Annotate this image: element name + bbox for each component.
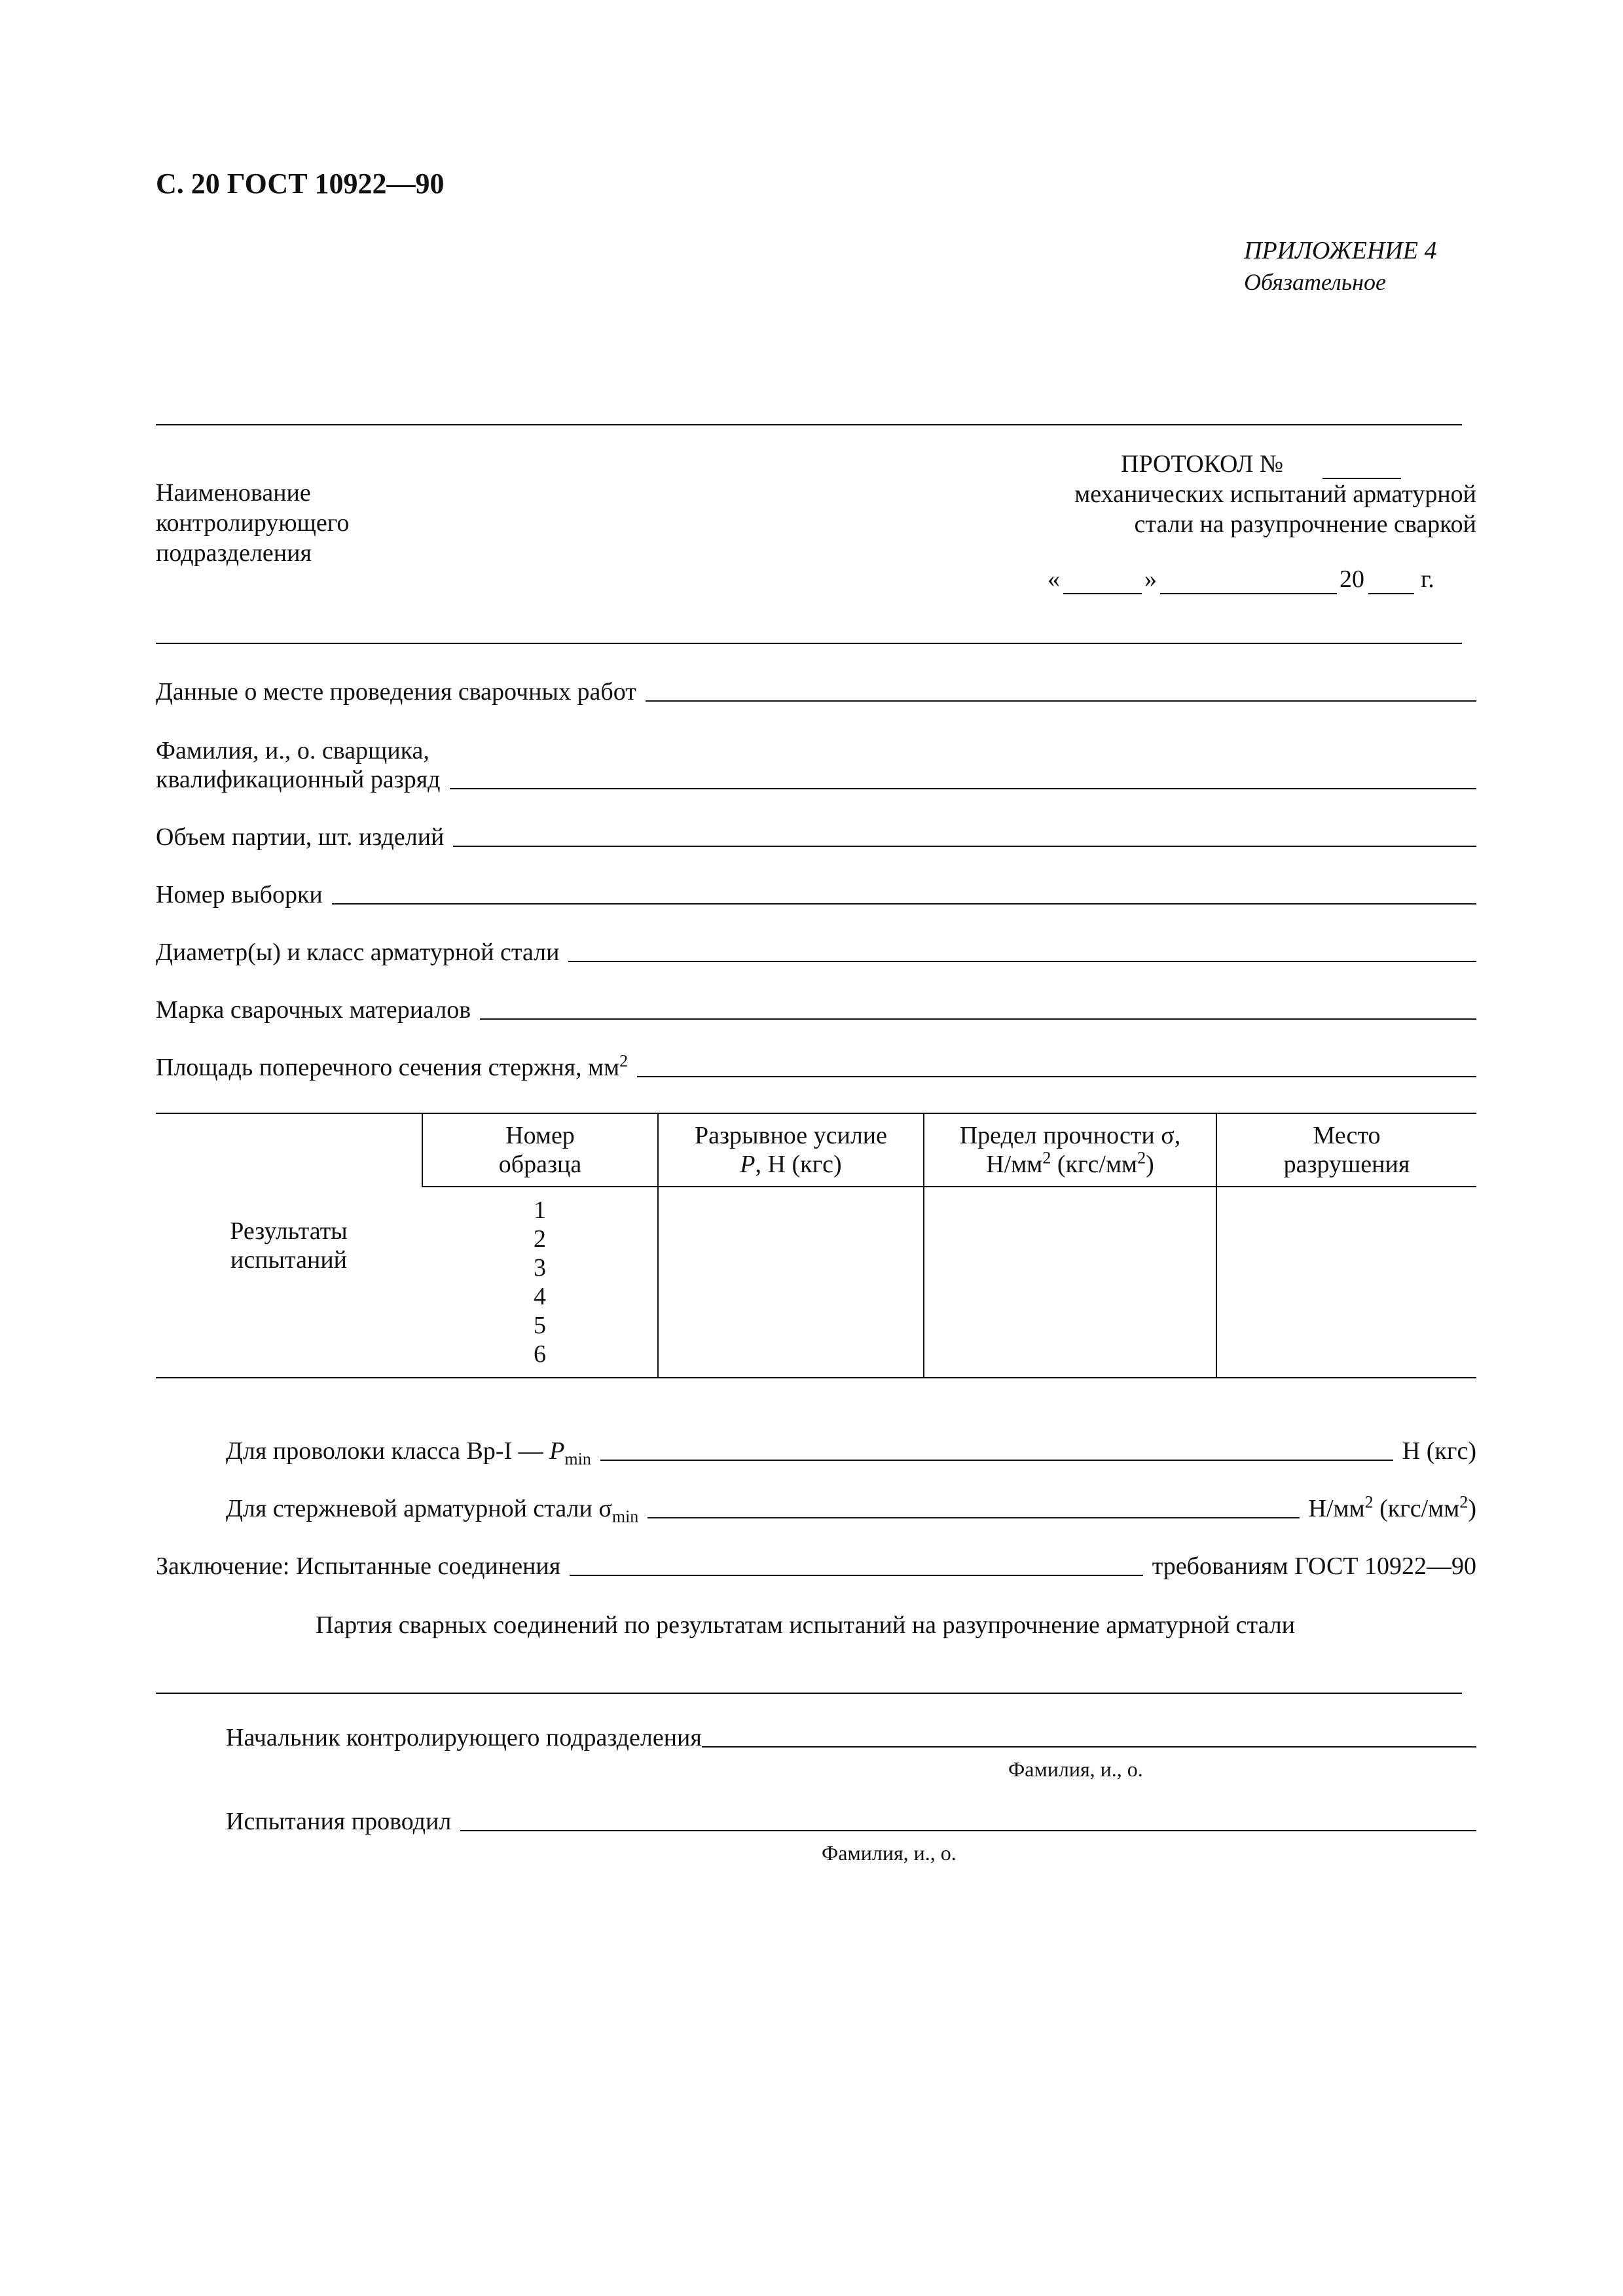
welding-place-input[interactable] [646,700,1476,702]
field-sample-number [156,877,1476,910]
welder-input[interactable] [450,788,1476,789]
col-tensile-strength-line2 [924,1150,1216,1179]
welding-materials-input[interactable] [480,1018,1476,1020]
rod-unit-c: ) [1468,1495,1476,1522]
col-tensile-strength [924,1113,1216,1187]
wire-pmin-unit: Н (кгс) [1402,1437,1476,1465]
page-reference: С. 20 ГОСТ 10922—90 [156,168,445,200]
col-fracture-location-line2: разрушения [1283,1151,1410,1178]
protocol-subtitle-2: стали на разупрочнение сваркой [1134,511,1476,538]
wire-pmin-input[interactable] [600,1460,1393,1461]
rod-sigma-label [226,1494,647,1524]
strength-unit-c: ) [1146,1151,1154,1178]
field-chief-signature [226,1720,1476,1753]
diameter-class-label: Диаметр(ы) и класс арматурной стали [156,939,560,966]
field-diameter-class [156,935,1476,967]
strength-unit-b: (кгс/мм [1051,1151,1138,1178]
strength-unit-a: Н/мм [986,1151,1043,1178]
col-sample-number-line1: Номер [505,1122,575,1149]
tensile-strength-cell[interactable] [924,1187,1216,1378]
rod-sigma-unit [1300,1494,1476,1524]
cross-section-input[interactable] [637,1076,1476,1077]
sample-number: 1 [534,1196,546,1224]
protocol-subtitle-1: механических испытаний арматурной [1074,480,1476,508]
conclusion-suffix: требованиям ГОСТ 10922—90 [1152,1552,1476,1580]
field-welding-place [156,674,1476,707]
sample-number: 3 [534,1254,546,1282]
appendix-title: ПРИЛОЖЕНИЕ 4 [1244,237,1437,264]
batch-size-input[interactable] [453,846,1476,847]
force-unit: , Н (кгс) [755,1151,842,1178]
date-year-suffix: г. [1421,565,1434,593]
welder-label-2: квалификационный разряд [156,766,441,793]
col-sample-number [422,1113,658,1187]
tester-caption: Фамилия, и., о. [822,1841,957,1865]
welding-materials-label: Марка сварочных материалов [156,996,471,1024]
wire-pmin-sub: min [564,1449,591,1469]
sample-number-input[interactable] [332,903,1476,905]
fracture-location-cell[interactable] [1216,1187,1476,1378]
cross-section-label [156,1052,637,1083]
wire-pmin-symbol: P [549,1437,565,1465]
batch-size-label: Объем партии, шт. изделий [156,823,445,851]
sample-number: 4 [534,1283,546,1310]
date-year-field[interactable] [1368,593,1414,594]
middle-divider [156,643,1462,644]
date-open-quote: « [1048,565,1060,593]
date-close-quote: » [1144,565,1157,593]
chief-signature-input[interactable] [702,1746,1476,1748]
date-day-field[interactable] [1063,593,1142,594]
top-divider [156,424,1462,425]
results-table [156,1113,1476,1378]
col-breaking-force-line2 [659,1150,923,1179]
sample-number: 6 [534,1340,546,1368]
breaking-force-cell[interactable] [658,1187,924,1378]
sample-number: 2 [534,1225,546,1253]
results-label-1: Результаты [230,1217,348,1245]
conclusion-label: Заключение: Испытанные соединения [156,1552,561,1580]
wire-pmin-label [226,1436,600,1469]
results-row-label [156,1113,422,1378]
cross-section-sup: 2 [619,1051,629,1071]
protocol-title: ПРОТОКОЛ № [1121,450,1284,478]
chief-label: Начальник контролирующего подразделения [226,1724,702,1751]
sample-number-label: Номер выборки [156,881,323,908]
appendix-status: Обязательное [1244,269,1386,295]
strength-unit-sup: 2 [1042,1148,1051,1168]
wire-pmin-text: Для проволоки класса Вр-I — [226,1437,550,1465]
col-breaking-force [658,1113,924,1187]
results-label-2: испытаний [230,1246,347,1274]
field-welding-materials [156,992,1476,1025]
rod-unit-sup2: 2 [1459,1492,1468,1512]
field-cross-section [156,1050,1476,1083]
col-fracture-location-line1: Место [1313,1122,1381,1149]
date-century: 20 [1340,565,1364,593]
strength-unit-sup2: 2 [1137,1148,1146,1168]
org-label-2: контролирующего [156,509,350,537]
tester-label: Испытания проводил [226,1808,452,1835]
field-welder [156,762,1476,795]
welder-label-1: Фамилия, и., о. сварщика, [156,737,429,764]
org-label-1: Наименование [156,479,311,507]
sample-number-list [422,1187,658,1378]
force-symbol: P [740,1151,756,1178]
field-rod-sigma-min [226,1491,1476,1524]
sample-number: 5 [534,1312,546,1339]
welding-place-label: Данные о месте проведения сварочных работ [156,678,636,706]
field-wire-pmin [226,1433,1476,1469]
col-breaking-force-line1: Разрывное усилие [694,1122,888,1149]
cross-section-text: Площадь поперечного сечения стержня, мм [156,1054,620,1081]
rod-sigma-text: Для стержневой арматурной стали σ [226,1495,612,1522]
rod-sigma-sub: min [611,1507,639,1526]
batch-statement: Партия сварных соединений по результатам испытаний на разупрочнение арматурной стали [316,1611,1296,1639]
protocol-date [1048,564,1476,597]
rod-sigma-input[interactable] [647,1517,1299,1518]
results-header-row [156,1113,1476,1187]
rod-unit-a: Н/мм [1308,1495,1365,1522]
batch-result-input[interactable] [156,1693,1462,1694]
field-batch-size [156,819,1476,852]
diameter-class-input[interactable] [568,961,1476,962]
tester-signature-input[interactable] [460,1830,1476,1831]
field-conclusion [156,1549,1476,1581]
col-fracture-location [1216,1113,1476,1187]
date-month-field[interactable] [1160,593,1337,594]
col-tensile-strength-line1: Предел прочности σ, [959,1122,1181,1149]
col-sample-number-line2: образца [498,1151,582,1178]
chief-caption: Фамилия, и., о. [1008,1757,1143,1781]
rod-unit-b: (кгс/мм [1373,1495,1460,1522]
field-tester-signature [226,1804,1476,1837]
rod-unit-sup: 2 [1364,1492,1374,1512]
org-label-3: подразделения [156,539,312,567]
conclusion-input[interactable] [570,1575,1142,1576]
